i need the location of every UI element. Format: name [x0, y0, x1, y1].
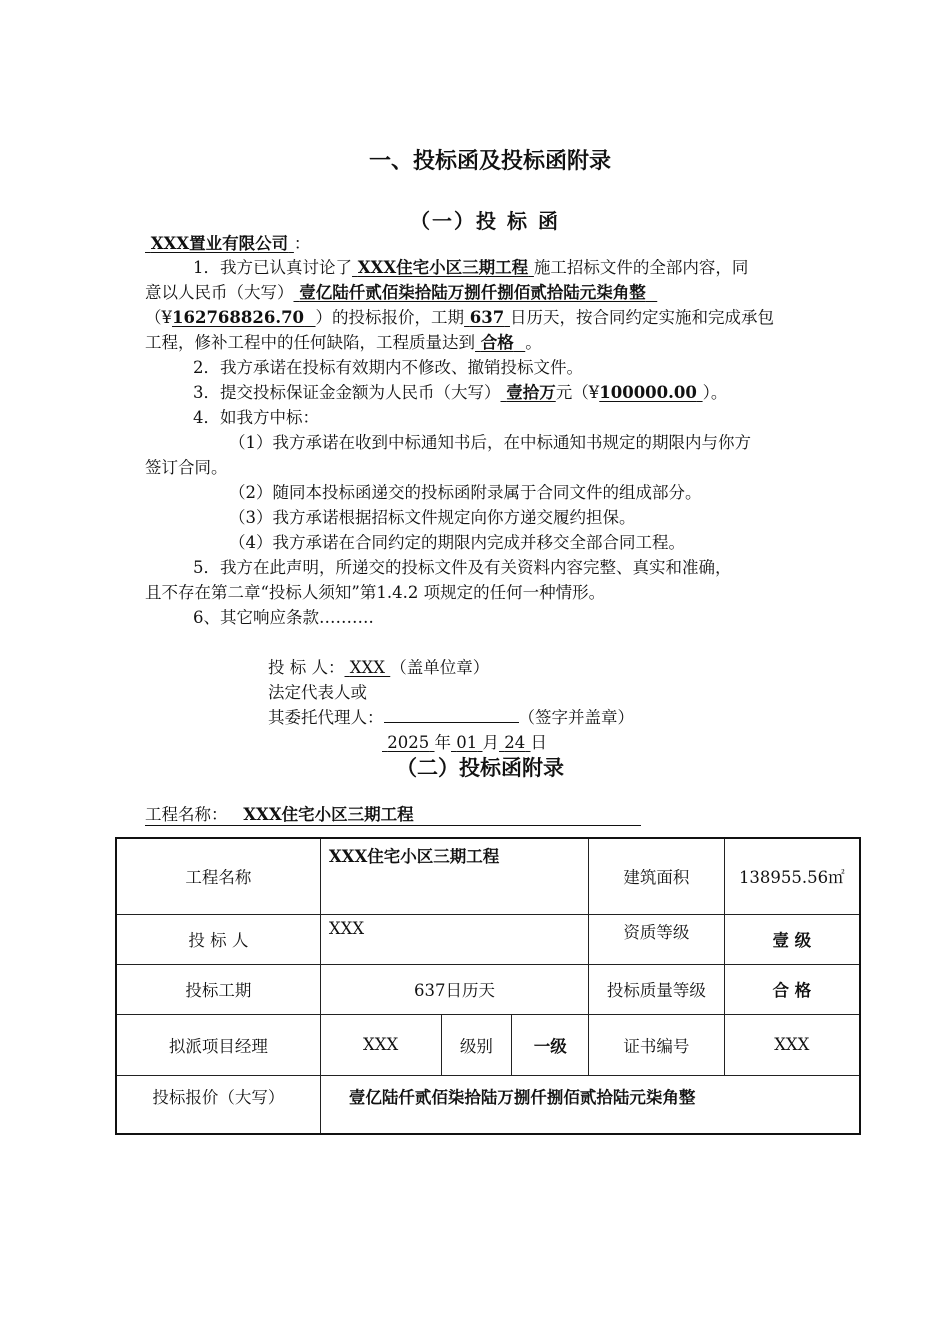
label-certificate-no: 证书编号: [589, 1014, 725, 1075]
project-name-fill: XXX住宅小区三期工程: [357, 258, 529, 277]
rep-signature-line: 其委托代理人： （签字并盖章）: [268, 708, 634, 727]
bidder-signature-line: 投 标 人： XXX （盖单位章）: [268, 658, 490, 677]
label-quality-grade: 投标质量等级: [589, 964, 725, 1014]
signature-blank: [384, 706, 519, 723]
label-building-area: 建筑面积: [589, 838, 725, 914]
item1-line3: （¥162768826.70 ）的投标报价，工期 637 日历天，按合同约定实施和完成承包: [145, 308, 774, 327]
table-row: [116, 838, 860, 914]
item4: 4．如我方中标：: [193, 408, 319, 427]
value-bidder: XXX: [320, 914, 588, 964]
item3: 3．提交投标保证金金额为人民币（大写） 壹拾万元（¥100000.00 ）。: [193, 383, 728, 402]
item1-line2: 意以人民币（大写） 壹亿陆仟贰佰柒拾陆万捌仟捌佰贰拾陆元柒角整: [145, 281, 657, 306]
table-row: [116, 1075, 860, 1134]
label-project-name: 工程名称: [116, 838, 320, 914]
value-project-manager: XXX: [320, 1014, 441, 1075]
sub1-line2: 签订合同。: [145, 458, 228, 477]
bid-letter-title: （一）投 标 函: [410, 209, 560, 233]
date-day: 24: [504, 733, 526, 752]
label-bid-price: 投标报价（大写）: [116, 1075, 320, 1134]
value-qualification: 壹 级: [724, 914, 860, 964]
item1-line4: 工程，修补工程中的任何缺陷，工程质量达到 合格 。: [145, 333, 542, 352]
item5-line2: 且不存在第二章“投标人须知”第1.4.2 项规定的任何一种情形。: [145, 583, 606, 602]
label-bidder: 投 标 人: [116, 914, 320, 964]
value-building-area: 138955.56㎡: [724, 838, 860, 914]
value-project-name: XXX住宅小区三期工程: [320, 838, 588, 914]
appendix-project-line: 工程名称： XXX住宅小区三期工程: [145, 805, 641, 826]
deposit-num-fill: 100000.00: [599, 383, 697, 402]
item2: 2．我方承诺在投标有效期内不修改、撤销投标文件。: [193, 358, 583, 377]
table-row: [116, 1014, 860, 1075]
label-duration: 投标工期: [116, 964, 320, 1014]
item5-line1: 5．我方在此声明，所递交的投标文件及有关资料内容完整、真实和准确，: [193, 558, 732, 577]
date-line: 2025 年 01 月 24 日: [382, 731, 547, 756]
label-project-manager: 拟派项目经理: [116, 1014, 320, 1075]
sub2: （2）随同本投标函递交的投标函附录属于合同文件的组成部分。: [229, 483, 702, 502]
item6: 6、其它响应条款……….: [193, 608, 374, 627]
table-row: [116, 964, 860, 1014]
deposit-words-fill: 壹拾万: [506, 383, 556, 402]
period-fill: 637: [469, 308, 505, 327]
label-level: 级别: [441, 1014, 512, 1075]
label-qualification: 资质等级: [589, 914, 725, 964]
value-bid-price: 壹亿陆仟贰佰柒拾陆万捌仟捌佰贰拾陆元柒角整: [320, 1075, 860, 1134]
addressee: XXX置业有限公司: [150, 234, 289, 253]
quality-fill: 合格: [480, 333, 514, 352]
value-duration: 637日历天: [320, 964, 588, 1014]
sub4: （4）我方承诺在合同约定的期限内完成并移交全部合同工程。: [229, 533, 685, 552]
appendix-title: （二）投标函附录: [396, 755, 564, 780]
page-title: 一、投标函及投标函附录: [368, 148, 611, 174]
value-certificate-no: XXX: [724, 1014, 860, 1075]
appendix-table: [115, 837, 861, 1135]
sub3: （3）我方承诺根据招标文件规定向你方递交履约担保。: [229, 508, 636, 527]
date-year: 2025: [387, 733, 430, 752]
value-level: 一级: [512, 1014, 589, 1075]
addressee-line: XXX置业有限公司 ：: [145, 232, 310, 257]
bid-amount-words-fill: 壹亿陆仟贰佰柒拾陆万捌仟捌佰贰拾陆元柒角整: [299, 283, 646, 302]
rep-label-line1: 法定代表人或: [268, 683, 367, 702]
value-quality-grade: 合 格: [724, 964, 860, 1014]
table-row: [116, 914, 860, 964]
sub1-line1: （1）我方承诺在收到中标通知书后，在中标通知书规定的期限内与你方: [229, 433, 751, 452]
item1-line1: 1．我方已认真讨论了 XXX住宅小区三期工程 施工招标文件的全部内容，同: [193, 258, 749, 277]
bidder-value: XXX: [349, 658, 385, 677]
date-month: 01: [456, 733, 478, 752]
bid-amount-num-fill: 162768826.70: [172, 308, 305, 327]
